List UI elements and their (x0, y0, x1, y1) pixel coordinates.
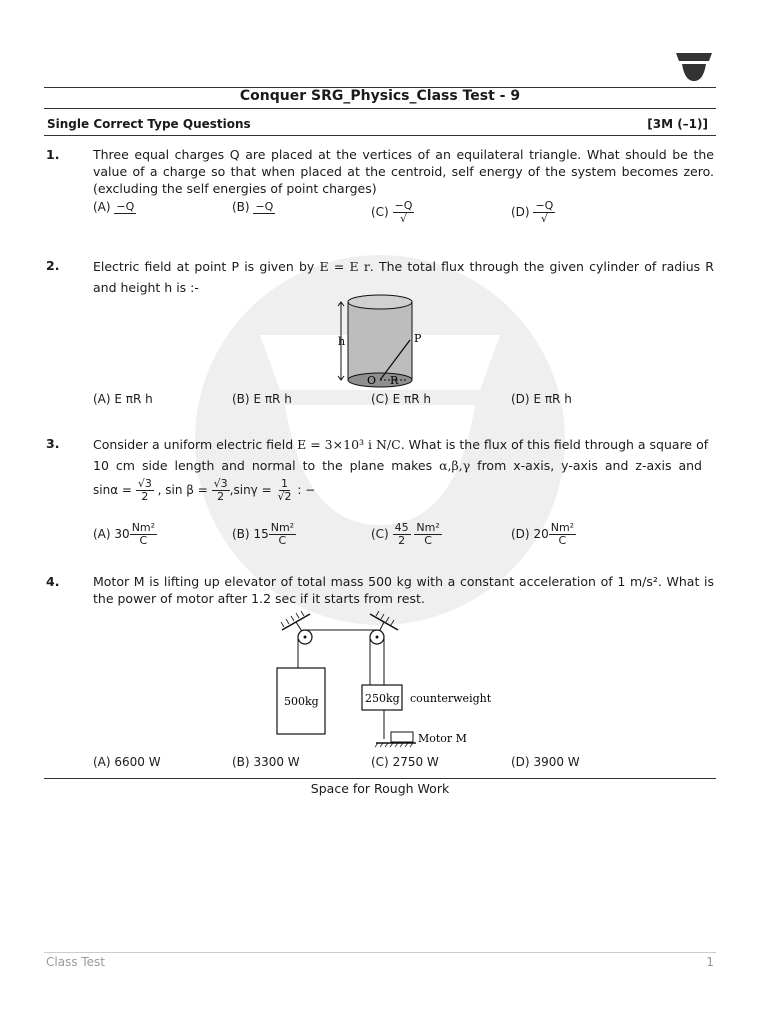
question-text-line (93, 455, 714, 476)
option-fraction (114, 201, 136, 214)
fraction-denominator: 2 (217, 490, 225, 503)
page-title: Conquer SRG_Physics_Class Test - 9 (239, 88, 521, 104)
fraction-denominator: 2 (398, 534, 406, 547)
condition-fraction (136, 478, 154, 503)
option-coefficient: 15 (253, 527, 269, 541)
question-text-part: . What is the flux of this field through a square of (400, 437, 709, 452)
option-coefficient: 30 (114, 527, 130, 541)
condition-tail: : − (297, 483, 316, 497)
fraction-numerator: −Q (255, 200, 274, 213)
figure-label-r: R (390, 374, 399, 387)
option-4a[interactable] (93, 755, 161, 769)
fraction-numerator: Nm² (131, 521, 156, 534)
option-label: (D) (511, 527, 530, 541)
option-coefficient: 20 (533, 527, 549, 541)
option-fraction (533, 200, 555, 225)
question-text: Motor M is lifting up elevator of total mass 500 kg with a constant acceleration of 1 m/s². What is the power of motor after 1.2 sec if it starts from rest. (93, 574, 714, 606)
option-1b[interactable] (232, 200, 275, 214)
fraction-denominator: 2 (141, 490, 149, 503)
option-label: (C) (371, 205, 389, 219)
option-label: (D) (511, 392, 530, 406)
option-label: (C) (371, 392, 389, 406)
page-number: 1 (706, 955, 714, 969)
option-label: (B) (232, 392, 250, 406)
question-text-part: Electric field at point P is given by (93, 259, 315, 274)
option-label: (C) (371, 755, 389, 769)
question-text-part: 10 (93, 458, 109, 473)
option-value: E πR h (253, 392, 292, 406)
fraction-denominator: C (278, 534, 287, 547)
option-2c[interactable] (371, 392, 431, 406)
option-fraction (130, 522, 157, 547)
option-label: (B) (232, 755, 250, 769)
fraction-numerator: √3 (213, 477, 228, 490)
fraction-numerator: Nm² (270, 521, 295, 534)
footer-rule (44, 952, 716, 953)
question-number: 3. (46, 436, 60, 451)
option-label: (A) (93, 755, 111, 769)
option-label: (D) (511, 755, 530, 769)
option-4d[interactable] (511, 755, 580, 769)
option-fraction (414, 522, 441, 547)
marking-scheme: [3M (–1)] (647, 117, 708, 131)
option-label: (B) (232, 527, 250, 541)
option-1d[interactable] (511, 200, 555, 225)
option-value: E πR h (533, 392, 572, 406)
option-fraction (549, 522, 576, 547)
elevator-motor-figure (270, 608, 510, 752)
option-2b[interactable] (232, 392, 292, 406)
option-label: (C) (371, 527, 389, 541)
option-3c[interactable] (371, 522, 442, 547)
option-2a[interactable] (93, 392, 153, 406)
footer-title: Class Test (46, 955, 106, 969)
option-1a[interactable] (93, 200, 136, 214)
option-label: (A) (93, 392, 111, 406)
option-value: E πR h (392, 392, 431, 406)
question-text-part: -axis, (520, 458, 555, 473)
question-number: 2. (46, 258, 60, 273)
option-3d[interactable] (511, 522, 576, 547)
option-label: (A) (93, 200, 111, 214)
angle-symbols: α,β,γ (439, 458, 471, 473)
figure-label-motor: Motor M (418, 732, 467, 745)
option-coefficient-fraction (393, 522, 411, 547)
axis-x: x (513, 458, 521, 473)
fraction-numerator: 1 (280, 477, 288, 490)
option-value: E πR h (114, 392, 153, 406)
condition-gamma: ,sinγ = (229, 483, 272, 497)
figure-label-p: P (414, 332, 422, 345)
field-expression: E = 3×10³ i N/C (297, 437, 401, 452)
fraction-numerator: √3 (137, 477, 152, 490)
fraction-denominator: C (424, 534, 432, 547)
axis-y: y (561, 458, 569, 473)
question-text-part: Consider a uniform electric field (93, 437, 294, 452)
brand-logo-icon (676, 52, 712, 84)
question-text (93, 434, 714, 455)
question-number: 1. (46, 147, 60, 162)
title-rule (44, 108, 716, 109)
option-4c[interactable] (371, 755, 439, 769)
question-text-part: -axis and (568, 458, 629, 473)
figure-label-250kg: 250kg (365, 692, 400, 705)
condition-alpha: sinα = (93, 483, 132, 497)
question-text-part: . The total flux through the given cylinder of radius R and height h is :- (93, 259, 714, 295)
figure-label-h: h (338, 335, 346, 348)
fraction-numerator: −Q (394, 199, 413, 212)
option-fraction (253, 201, 275, 214)
option-1c[interactable] (371, 200, 414, 225)
cylinder-figure (330, 292, 440, 390)
rough-work-label: Space for Rough Work (310, 781, 450, 796)
section-heading: Single Correct Type Questions (47, 117, 251, 131)
fraction-numerator: Nm² (416, 521, 440, 534)
field-expression: E = E r (319, 259, 370, 274)
question-text-part: from (477, 458, 507, 473)
section-rule (44, 135, 716, 136)
option-label: (A) (93, 527, 111, 541)
fraction-numerator: −Q (116, 200, 135, 213)
condition-fraction (275, 478, 293, 503)
fraction-denominator: √2 (277, 490, 292, 503)
rough-work-rule (44, 778, 716, 779)
angle-conditions (93, 478, 315, 503)
fraction-denominator: √ (400, 212, 408, 225)
fraction-denominator: √ (540, 212, 548, 225)
option-3b[interactable] (232, 522, 296, 547)
fraction-denominator: C (139, 534, 148, 547)
option-fraction (269, 522, 296, 547)
option-label: (D) (511, 205, 530, 219)
unit-cm: cm (115, 458, 135, 473)
condition-beta: , sin β = (157, 483, 208, 497)
option-fraction (393, 200, 415, 225)
figure-label-counterweight: counterweight (410, 692, 492, 705)
option-value: 6600 W (114, 755, 161, 769)
condition-fraction (212, 478, 230, 503)
question-text-part: -axis and (641, 458, 702, 473)
question-text: Three equal charges Q are placed at the vertices of an equilateral triangle. What should be the value of a charge so that when placed at the centroid, self energy of the system becomes zero. (excluding the self energies of point charges) (93, 147, 714, 196)
fraction-numerator: Nm² (550, 521, 575, 534)
option-label: (B) (232, 200, 250, 214)
axis-z: z (635, 458, 642, 473)
option-2d[interactable] (511, 392, 572, 406)
option-value: 2750 W (392, 755, 439, 769)
figure-label-o: O (367, 374, 377, 387)
fraction-numerator: 45 (394, 521, 409, 534)
option-value: 3300 W (253, 755, 300, 769)
question-number: 4. (46, 574, 60, 589)
option-3a[interactable] (93, 522, 157, 547)
option-4b[interactable] (232, 755, 300, 769)
fraction-denominator: C (558, 534, 567, 547)
option-value: 3900 W (533, 755, 580, 769)
question-text-part: side length and normal to the plane makes (141, 458, 433, 473)
figure-label-500kg: 500kg (284, 695, 319, 708)
fraction-numerator: −Q (535, 199, 554, 212)
